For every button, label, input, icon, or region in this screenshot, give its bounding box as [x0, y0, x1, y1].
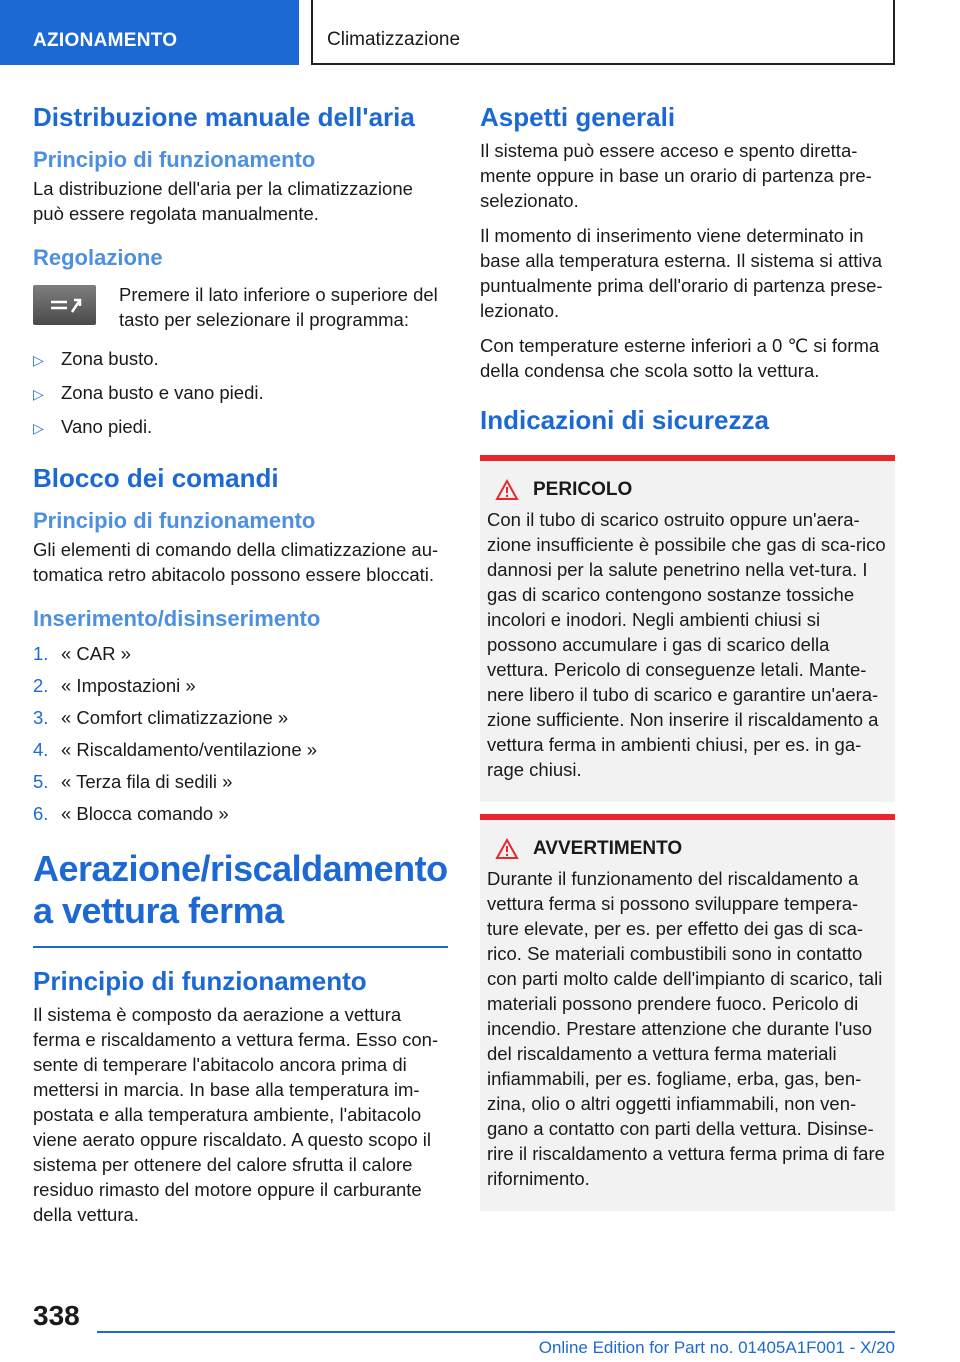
list-item — [33, 705, 448, 730]
footer-divider — [97, 1331, 895, 1333]
steps-list — [33, 641, 448, 826]
list-item — [33, 769, 448, 794]
paragraph-principle-1: La distribuzione dell'aria per la climatizzazione può essere regolata manualmente. — [33, 178, 413, 224]
step-text: « Comfort climatizzazione » — [61, 707, 289, 728]
chapter-title: Climatizzazione — [311, 0, 895, 65]
warning-triangle-icon — [495, 838, 519, 860]
step-number: 6. — [33, 803, 49, 824]
heading-regolazione: Regolazione — [33, 245, 163, 270]
list-item-text: Vano piedi. — [61, 416, 153, 437]
heading-manual-distribution: Distribuzione manuale dell'aria — [33, 102, 415, 132]
step-number: 5. — [33, 771, 49, 792]
warning-title-text: AVVERTIMENTO — [533, 838, 683, 859]
warning-triangle-icon — [495, 479, 519, 501]
paragraph-principle-3: Il sistema è composto da aerazione a vettura ferma e riscaldamento a vettura ferma. Esso con-sente di temperare l'abitacolo ancora prima di mettersi in marcia. In base alla temperatura im-postata e alla temperatura ambiente, l'abitacolo viene aerato oppure riscaldato. A questo scopo il sistema per ottenere del calore sfrutta il calore residuo rimasto del motore oppure il carburante della vettura. — [33, 1004, 439, 1225]
heading-principle-3: Principio di funzionamento — [33, 966, 367, 996]
heading-aspetti: Aspetti generali — [480, 102, 676, 132]
list-item-text: Zona busto. — [61, 348, 159, 369]
page-number: 338 — [33, 1300, 80, 1331]
step-text: « Impostazioni » — [61, 675, 196, 696]
step-text: « CAR » — [61, 643, 131, 664]
step-number: 3. — [33, 707, 49, 728]
step-text: « Terza fila di sedili » — [61, 771, 233, 792]
triangle-bullet-icon: ▷ — [33, 386, 44, 402]
triangle-bullet-icon: ▷ — [33, 420, 44, 436]
list-item — [33, 737, 448, 762]
paragraph-aspetti-2: Il momento di inserimento viene determinato in base alla temperatura esterna. Il sistema si attiva puntualmente prima dell'orario di partenza prese-lezionato. — [480, 225, 883, 321]
list-item — [33, 801, 448, 826]
warning-box — [480, 814, 895, 1211]
danger-title — [487, 479, 887, 501]
list-item — [33, 641, 448, 666]
warning-text: Durante il funzionamento del riscaldamento a vettura ferma si possono sviluppare tempera-ture elevate, per es. per effetto dei gas di sca-rico. Se materiali combustibili sono in contatto con parti molto calde dell'impianto di scarico, tali materiali possono prendere fuoco. Pericolo di incendio. Prestare attenzione che durante l'uso del riscaldamento a vettura ferma materiali infiammabili, per es. fogliame, erba, gas, ben-zina, olio o altri oggetti infiammabili, non ven-gano a contatto con parti della vettura. Disinse-rire il riscaldamento a vettura ferma prima di fare rifornimento. — [487, 868, 885, 1189]
heading-principle-1: Principio di funzionamento — [33, 147, 316, 172]
paragraph-principle-2: Gli elementi di comando della climatizzazione au-tomatica retro abitacolo possono essere bloccati. — [33, 539, 439, 585]
danger-text: Con il tubo di scarico ostruito oppure un'aera-zione insufficiente è possibile che gas di sca-rico dannosi per la salute penetrino nella vet-tura. I gas di scarico contengono sostanze tossiche incolori e inodori. Negli ambienti chiusi si possono accumulare i gas di scarico della vettura. Pericolo di conseguenze letali. Mante-nere libero il tubo di scarico e garantire un'aera-zione sufficiente. Non inserire il riscaldamento a vettura ferma in ambienti chiusi, per es. in ga-rage chiusi. — [487, 509, 886, 780]
list-item — [33, 414, 448, 441]
list-item — [33, 380, 448, 407]
step-text: « Blocca comando » — [61, 803, 229, 824]
list-item — [33, 673, 448, 698]
list-item-text: Zona busto e vano piedi. — [61, 382, 264, 403]
left-column — [33, 100, 448, 1237]
heading-principle-2: Principio di funzionamento — [33, 508, 316, 533]
paragraph-regolazione: Premere il lato inferiore o superiore del tasto per selezionare il programma: — [119, 284, 438, 330]
step-number: 2. — [33, 675, 49, 696]
heading-sicurezza: Indicazioni di sicurezza — [480, 405, 769, 435]
list-item — [33, 346, 448, 373]
step-number: 1. — [33, 643, 49, 664]
adjustment-block — [33, 282, 448, 332]
step-number: 4. — [33, 739, 49, 760]
step-text: « Riscaldamento/ventilazione » — [61, 739, 318, 760]
paragraph-aspetti-3: Con temperature esterne inferiori a 0 ℃ si forma della condensa che scola sotto la vettura. — [480, 335, 880, 381]
paragraph-aspetti-1: Il sistema può essere acceso e spento diretta-mente oppure in base un orario di partenza pre-selezionato. — [480, 140, 872, 211]
warning-title — [487, 838, 887, 860]
triangle-bullet-icon: ▷ — [33, 352, 44, 368]
section-divider — [33, 946, 448, 948]
air-distribution-button-icon — [33, 285, 96, 325]
program-list — [33, 346, 448, 441]
danger-title-text: PERICOLO — [533, 479, 633, 500]
right-column — [480, 100, 895, 1211]
danger-box — [480, 455, 895, 802]
heading-aerazione: Aerazione/riscaldamento a vettura ferma — [33, 848, 448, 931]
footer-edition: Online Edition for Part no. 01405A1F001 - X/20 — [538, 1338, 895, 1357]
heading-blocco: Blocco dei comandi — [33, 463, 279, 493]
section-tab: AZIONAMENTO — [0, 0, 299, 65]
heading-inserimento: Inserimento/disinserimento — [33, 606, 321, 631]
